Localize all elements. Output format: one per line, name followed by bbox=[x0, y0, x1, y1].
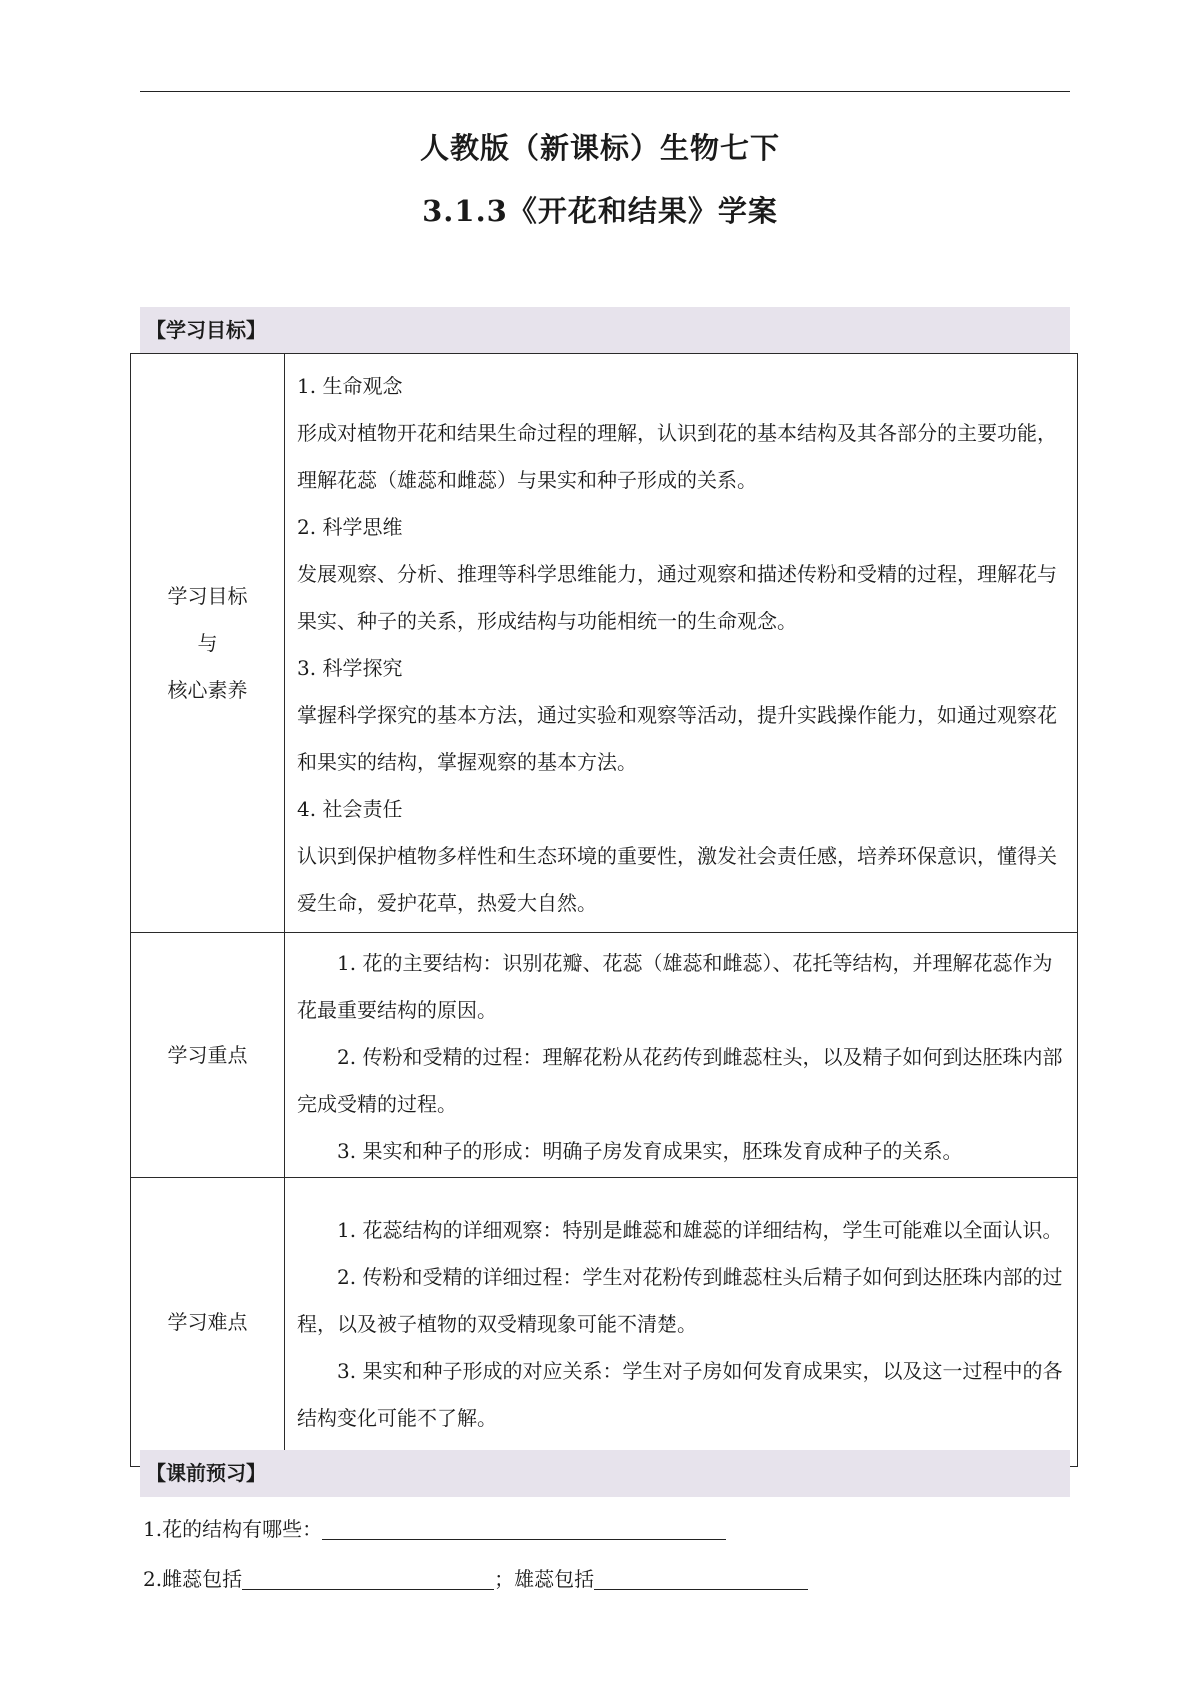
goal-text: 掌握科学探究的基本方法，通过实验和观察等活动，提升实践操作能力，如通过观察花和果实的结构，掌握观察的基本方法。 bbox=[297, 703, 1057, 774]
document-title: 人教版（新课标）生物七下 bbox=[419, 131, 780, 165]
goal-text: 发展观察、分析、推理等科学思维能力，通过观察和描述传粉和受精的过程，理解花与果实、种子的关系，形成结构与功能相统一的生命观念。 bbox=[297, 562, 1057, 633]
difficulty-point: 1. 花蕊结构的详细观察：特别是雌蕊和雄蕊的详细结构，学生可能难以全面认识。 bbox=[337, 1217, 1063, 1242]
key-points-content bbox=[285, 933, 1078, 1178]
difficulties-content bbox=[285, 1178, 1078, 1467]
goal-text: 形成对植物开花和结果生命过程的理解，认识到花的基本结构及其各部分的主要功能，理解花蕊（雄蕊和雌蕊）与果实和种子形成的关系。 bbox=[297, 421, 1057, 492]
section-header-preview: 【课前预习】 bbox=[140, 1450, 1070, 1497]
goal-heading: 1. 生命观念 bbox=[297, 374, 403, 398]
header-rule bbox=[140, 91, 1070, 92]
goal-heading: 3. 科学探究 bbox=[297, 656, 403, 680]
preview-question-1 bbox=[143, 1513, 726, 1542]
lesson-title: 3.1.3《开花和结果》学案 bbox=[422, 194, 778, 228]
preview-question-2 bbox=[143, 1563, 808, 1592]
answer-blank[interactable] bbox=[242, 1567, 494, 1590]
question-text: 2.雌蕊包括 bbox=[143, 1567, 243, 1591]
row-label-key-points: 学习重点 bbox=[131, 933, 285, 1178]
row-label-goals: 学习目标 与 核心素养 bbox=[131, 354, 285, 933]
table-row bbox=[131, 933, 1078, 1178]
goal-text: 认识到保护植物多样性和生态环境的重要性，激发社会责任感，培养环保意识，懂得关爱生命，爱护花草，热爱大自然。 bbox=[297, 844, 1057, 915]
section-header-goals: 【学习目标】 bbox=[140, 307, 1070, 354]
difficulty-point: 2. 传粉和受精的详细过程：学生对花粉传到雌蕊柱头后精子如何到达胚珠内部的过程，以及被子植物的双受精现象可能不清楚。 bbox=[297, 1264, 1063, 1336]
table-row bbox=[131, 1178, 1078, 1467]
table-row bbox=[131, 354, 1078, 933]
answer-blank[interactable] bbox=[322, 1517, 726, 1540]
key-point: 1. 花的主要结构：识别花瓣、花蕊（雄蕊和雌蕊）、花托等结构，并理解花蕊作为花最重要结构的原因。 bbox=[297, 950, 1053, 1022]
goal-heading: 2. 科学思维 bbox=[297, 515, 403, 539]
question-text: ；雄蕊包括 bbox=[494, 1567, 595, 1591]
answer-blank[interactable] bbox=[594, 1567, 808, 1590]
key-point: 2. 传粉和受精的过程：理解花粉从花药传到雌蕊柱头，以及精子如何到达胚珠内部完成受精的过程。 bbox=[297, 1044, 1063, 1116]
difficulty-point: 3. 果实和种子形成的对应关系：学生对子房如何发育成果实，以及这一过程中的各结构变化可能不了解。 bbox=[297, 1358, 1063, 1430]
goal-heading: 4. 社会责任 bbox=[297, 797, 403, 821]
question-text: 1.花的结构有哪些： bbox=[143, 1517, 323, 1541]
goals-table bbox=[130, 353, 1078, 1467]
key-point: 3. 果实和种子的形成：明确子房发育成果实，胚珠发育成种子的关系。 bbox=[337, 1138, 963, 1163]
goals-content bbox=[285, 354, 1078, 933]
row-label-difficulties: 学习难点 bbox=[131, 1178, 285, 1467]
